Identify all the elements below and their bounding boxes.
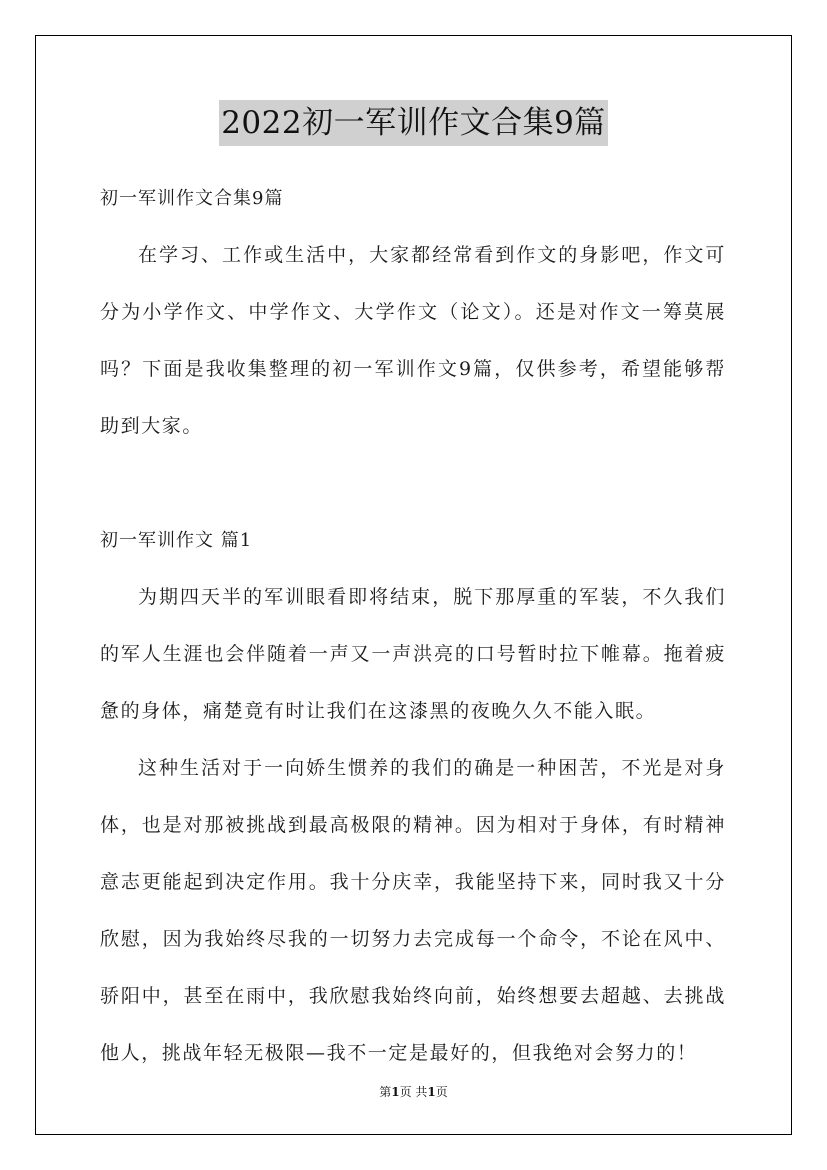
footer-page-mid: 页 共 [399, 1085, 428, 1099]
body-paragraph: 这种生活对于一向娇生惯养的我们的确是一种困苦，不光是对身体，也是对那被挑战到最高极限的精神。因为相对于身体，有时精神意志更能起到决定作用。我十分庆幸，我能坚持下来，同时我又十分欣慰，因为我始终尽我的一切努力去完成每一个命令，不论在风中、骄阳中，甚至在雨中，我欣慰我始终向前，始终想要去超越、去挑战他人，挑战年轻无极限—我不一定是最好的，但我绝对会努力的！ [100, 757, 726, 1064]
document-title: 2022初一军训作文合集9篇 [219, 100, 608, 146]
footer-page-suffix: 页 [435, 1085, 448, 1099]
section-spacer [100, 455, 726, 512]
footer-page-prefix: 第 [379, 1085, 392, 1099]
body-paragraph: 为期四天半的军训眼看即将结束，脱下那厚重的军装，不久我们的军人生涯也会伴随着一声又一声洪亮的口号暂时拉下帷幕。拖着疲惫的身体，痛楚竟有时让我们在这漆黑的夜晚久久不能入眠。 [100, 586, 726, 722]
footer-page-total: 1 [427, 1085, 436, 1099]
section-heading: 初一军训作文 篇1 [100, 530, 253, 551]
page-footer [0, 1083, 827, 1100]
footer-page-current: 1 [391, 1085, 400, 1099]
document-body [100, 170, 726, 1082]
document-subtitle: 初一军训作文合集9篇 [100, 188, 284, 209]
intro-paragraph: 在学习、工作或生活中，大家都经常看到作文的身影吧，作文可分为小学作文、中学作文、大学作文（论文）。还是对作文一筹莫展吗？下面是我收集整理的初一军训作文9篇，仅供参考，希望能够帮助到大家。 [100, 244, 726, 437]
title-container [0, 100, 827, 146]
